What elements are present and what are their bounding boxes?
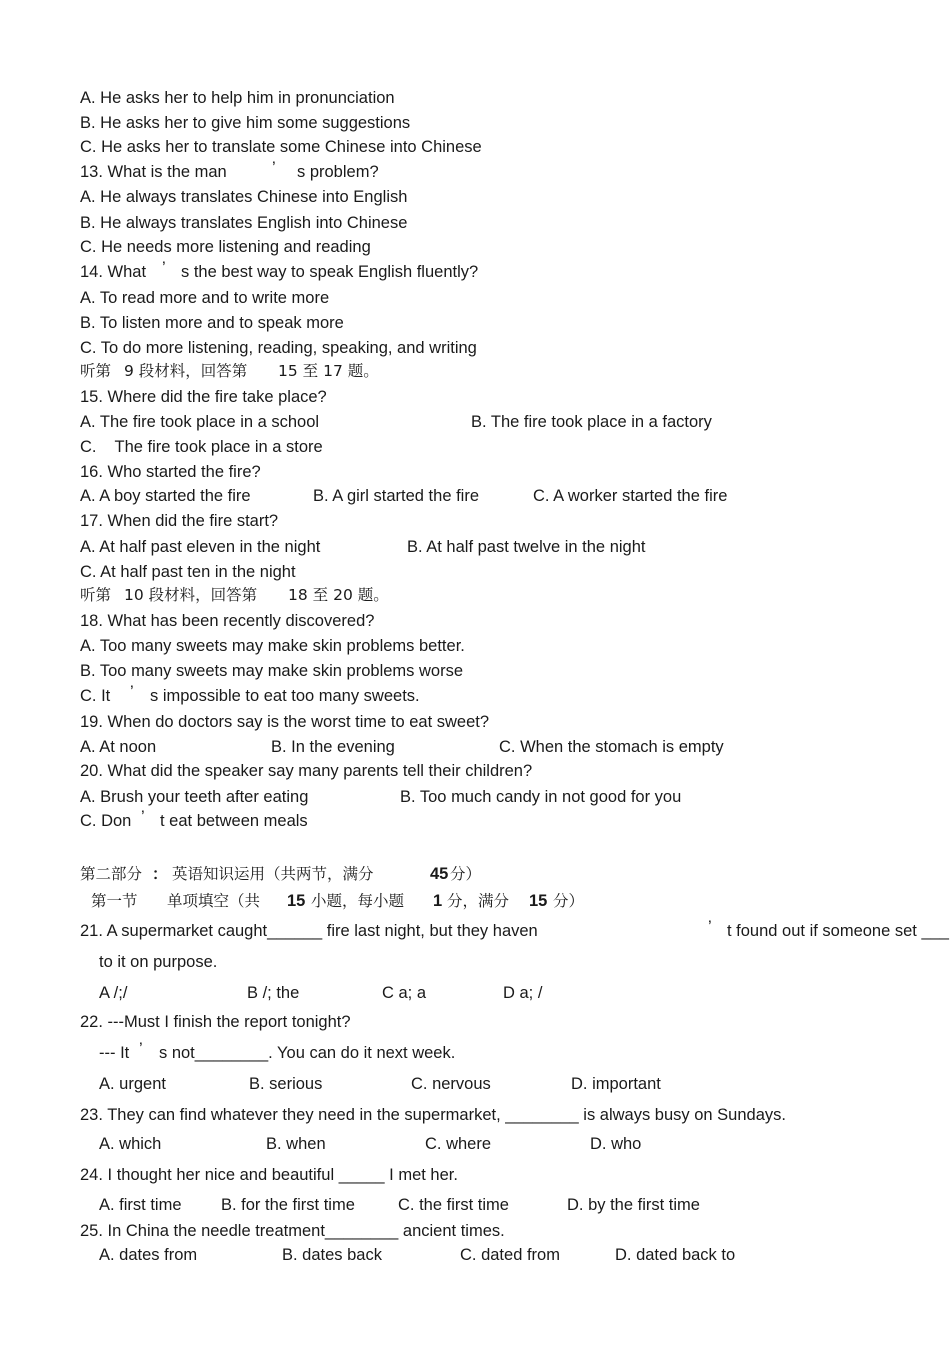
- q18-stem: 18. What has been recently discovered?: [80, 612, 375, 630]
- section-10-instruction-c: 18 至 20 题。: [288, 586, 389, 604]
- q18-option-c-apostrophe: ’: [130, 683, 134, 701]
- q22-option-a: A. urgent: [99, 1075, 166, 1093]
- q15-option-b: B. The fire took place in a factory: [471, 413, 712, 431]
- q17-option-a: A. At half past eleven in the night: [80, 538, 321, 556]
- section-9-instruction-b: 9 段材料，回答第: [124, 362, 248, 380]
- q25-stem: 25. In China the needle treatment________ ancient times.: [80, 1222, 505, 1240]
- q25-option-a: A. dates from: [99, 1246, 198, 1264]
- q15-option-c: C. The fire took place in a store: [80, 438, 323, 456]
- q13-apostrophe: ’: [272, 159, 276, 177]
- section-one-desc-d: 分）: [553, 892, 585, 910]
- q13-option-b: B. He always translates English into Chinese: [80, 214, 408, 232]
- q13-stem-part1: 13. What is the man: [80, 163, 227, 181]
- section-one-each: 1: [433, 892, 443, 910]
- section-one-title: 第一节: [91, 892, 138, 910]
- q20-option-a: A. Brush your teeth after eating: [80, 788, 309, 806]
- q13-stem-part2: s problem?: [297, 163, 379, 181]
- q21-option-b: B /; the: [247, 984, 300, 1002]
- q18-option-a: A. Too many sweets may make skin problems better.: [80, 637, 465, 655]
- q16-option-a: A. A boy started the fire: [80, 487, 251, 505]
- q20-stem: 20. What did the speaker say many parents tell their children?: [80, 762, 533, 780]
- q21-stem-part3: to it on purpose.: [99, 953, 218, 971]
- q22-response-apostrophe: ’: [139, 1040, 143, 1058]
- q14-apostrophe: ’: [162, 259, 166, 277]
- q18-option-c-part1: C. It: [80, 687, 111, 705]
- q18-option-c-part2: s impossible to eat too many sweets.: [150, 687, 420, 705]
- q14-option-a: A. To read more and to write more: [80, 289, 330, 307]
- section-one-desc-b: 小题，每小题: [311, 892, 405, 910]
- q21-option-a: A /;/: [99, 984, 128, 1002]
- q22-option-c: C. nervous: [411, 1075, 491, 1093]
- q21-stem-part1: 21. A supermarket caught______ fire last night, but they haven: [80, 922, 538, 940]
- q16-option-c: C. A worker started the fire: [533, 487, 728, 505]
- q23-option-d: D. who: [590, 1135, 642, 1153]
- q18-option-b: B. Too many sweets may make skin problems worse: [80, 662, 464, 680]
- q22-option-b: B. serious: [249, 1075, 323, 1093]
- q16-option-b: B. A girl started the fire: [313, 487, 479, 505]
- q12-option-b: B. He asks her to give him some suggestions: [80, 114, 411, 132]
- q19-option-a: A. At noon: [80, 738, 157, 756]
- q23-option-a: A. which: [99, 1135, 162, 1153]
- q24-option-a: A. first time: [99, 1196, 182, 1214]
- q14-option-c: C. To do more listening, reading, speaking, and writing: [80, 339, 477, 357]
- q13-option-c: C. He needs more listening and reading: [80, 238, 371, 256]
- q22-stem: 22. ---Must I finish the report tonight?: [80, 1013, 351, 1031]
- q12-option-a: A. He asks her to help him in pronunciation: [80, 89, 395, 107]
- part-two-desc: 英语知识运用（共两节，满分: [172, 865, 374, 883]
- section-one-desc-c: 分，满分: [447, 892, 510, 910]
- q16-stem: 16. Who started the fire?: [80, 463, 261, 481]
- q20-option-c-part2: t eat between meals: [160, 812, 308, 830]
- q22-response-part2: s not________. You can do it next week.: [159, 1044, 456, 1062]
- q21-stem-part2: t found out if someone set ___: [727, 922, 949, 940]
- q14-stem-part1: 14. What: [80, 263, 147, 281]
- q17-option-b: B. At half past twelve in the night: [407, 538, 646, 556]
- q19-option-c: C. When the stomach is empty: [499, 738, 724, 756]
- q21-option-d: D a; /: [503, 984, 543, 1002]
- q15-option-a: A. The fire took place in a school: [80, 413, 320, 431]
- q14-option-b: B. To listen more and to speak more: [80, 314, 344, 332]
- part-two-points-unit: 分）: [450, 865, 482, 883]
- section-10-instruction-b: 10 段材料，回答第: [124, 586, 258, 604]
- q20-option-c-apostrophe: ’: [141, 808, 145, 826]
- q20-option-b: B. Too much candy in not good for you: [400, 788, 682, 806]
- q22-option-d: D. important: [571, 1075, 661, 1093]
- q23-stem: 23. They can find whatever they need in the supermarket, ________ is always busy on Sundays.: [80, 1106, 786, 1124]
- q25-option-b: B. dates back: [282, 1246, 382, 1264]
- q21-option-c: C a; a: [382, 984, 427, 1002]
- section-10-instruction-a: 听第: [80, 586, 112, 604]
- q23-option-c: C. where: [425, 1135, 492, 1153]
- q23-option-b: B. when: [266, 1135, 326, 1153]
- part-two-points: 45: [430, 865, 449, 883]
- q17-stem: 17. When did the fire start?: [80, 512, 279, 530]
- part-two-title: 第二部分: [80, 865, 143, 883]
- q13-option-a: A. He always translates Chinese into English: [80, 188, 408, 206]
- q24-option-c: C. the first time: [398, 1196, 509, 1214]
- section-one-count: 15: [287, 892, 306, 910]
- q19-option-b: B. In the evening: [271, 738, 395, 756]
- q22-response-part1: --- It: [99, 1044, 130, 1062]
- q12-option-c: C. He asks her to translate some Chinese into Chinese: [80, 138, 482, 156]
- q25-option-c: C. dated from: [460, 1246, 560, 1264]
- section-9-instruction-a: 听第: [80, 362, 112, 380]
- q17-option-c: C. At half past ten in the night: [80, 563, 296, 581]
- q15-stem: 15. Where did the fire take place?: [80, 388, 327, 406]
- part-two-colon: ：: [152, 865, 168, 883]
- q24-stem: 24. I thought her nice and beautiful _____ I met her.: [80, 1166, 458, 1184]
- section-9-instruction-c: 15 至 17 题。: [278, 362, 379, 380]
- q14-stem-part2: s the best way to speak English fluently?: [181, 263, 479, 281]
- q20-option-c-part1: C. Don: [80, 812, 132, 830]
- q24-option-d: D. by the first time: [567, 1196, 700, 1214]
- q25-option-d: D. dated back to: [615, 1246, 736, 1264]
- section-one-desc-a: 单项填空（共: [167, 892, 261, 910]
- q24-option-b: B. for the first time: [221, 1196, 355, 1214]
- section-one-total: 15: [529, 892, 548, 910]
- q21-apostrophe: ’: [708, 918, 712, 936]
- q19-stem: 19. When do doctors say is the worst time to eat sweet?: [80, 713, 490, 731]
